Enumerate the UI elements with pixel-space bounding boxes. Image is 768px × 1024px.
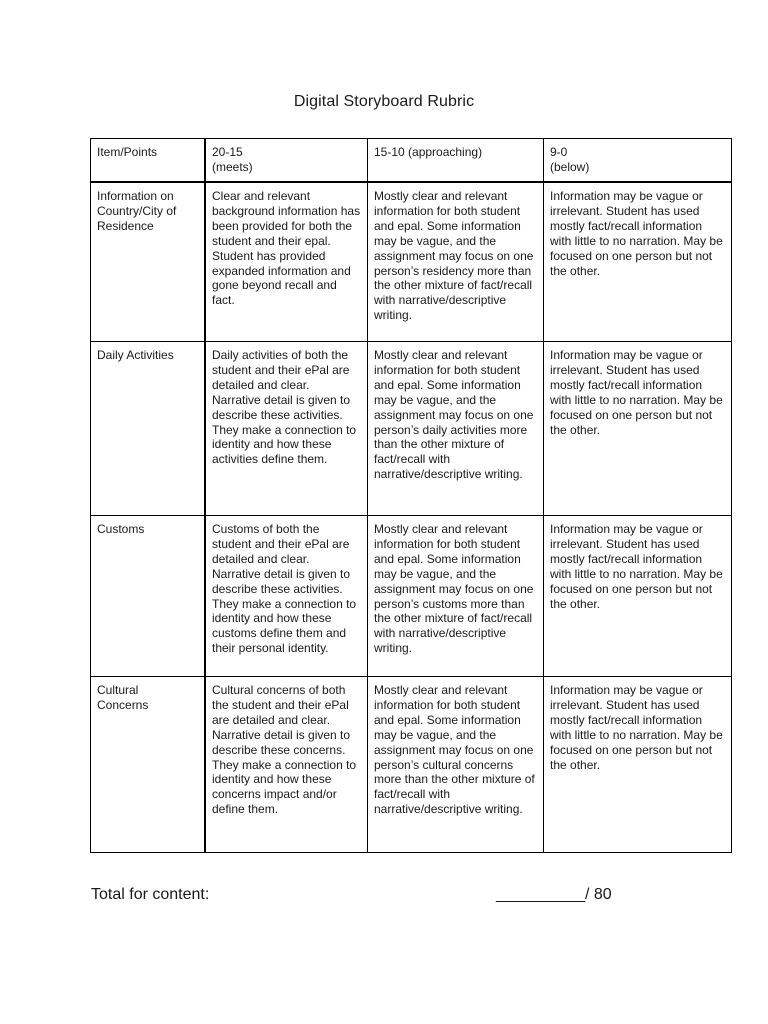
below-cell: Information may be vague or irrelevant. Student has used mostly fact/recall information with little to no narration. May be focused on one person but not the other. <box>544 342 732 516</box>
approaching-cell: Mostly clear and relevant information for both student and epal. Some information may be vague, and the assignment may focus on one person’s daily activities more than the other mixture of fact/recall with narrative/descriptive writing. <box>368 342 544 516</box>
approaching-cell: Mostly clear and relevant information for both student and epal. Some information may be vague, and the assignment may focus on one person’s residency more than the other mixture of fact/recall with narrative/descriptive writing. <box>368 182 544 342</box>
total-label: Total for content: <box>91 886 210 903</box>
header-item-points: Item/Points <box>91 139 206 183</box>
document-title: Digital Storyboard Rubric <box>293 93 475 110</box>
meets-cell: Cultural concerns of both the student and their ePal are detailed and clear. Narrative detail is given to describe these concerns. They make a connection to identity and how these concerns impact and/or define them. <box>205 677 368 853</box>
approaching-cell: Mostly clear and relevant information for both student and epal. Some information may be vague, and the assignment may focus on one person’s cultural concerns more than the other mixture of fact/recall with narrative/descriptive writing. <box>368 677 544 853</box>
approaching-cell: Mostly clear and relevant information for both student and epal. Some information may be vague, and the assignment may focus on one person’s customs more than the other mixture of fact/recall with narrative/descriptive writing. <box>368 516 544 677</box>
table-header-row <box>91 139 732 183</box>
meets-cell: Daily activities of both the student and their ePal are detailed and clear. Narrative detail is given to describe these activities. They make a connection to identity and how these activities define them. <box>205 342 368 516</box>
rubric-table <box>90 138 732 853</box>
row-item-label: Cultural Concerns <box>91 677 206 853</box>
table-row <box>91 516 732 677</box>
below-cell: Information may be vague or irrelevant. Student has used mostly fact/recall information with little to no narration. May be focused on one person but not the other. <box>544 677 732 853</box>
header-below: 9-0 (below) <box>544 139 732 183</box>
row-item-label: Information on Country/City of Residence <box>91 182 206 342</box>
row-item-label: Daily Activities <box>91 342 206 516</box>
header-meets: 20-15 (meets) <box>205 139 368 183</box>
header-approaching: 15-10 (approaching) <box>368 139 544 183</box>
table-row <box>91 182 732 342</box>
row-item-label: Customs <box>91 516 206 677</box>
below-cell: Information may be vague or irrelevant. Student has used mostly fact/recall information with little to no narration. May be focused on one person but not the other. <box>544 182 732 342</box>
meets-cell: Clear and relevant background information has been provided for both the student and their epal. Student has provided expanded information and gone beyond recall and fact. <box>205 182 368 342</box>
meets-cell: Customs of both the student and their ePal are detailed and clear. Narrative detail is given to describe these activities. They make a connection to identity and how these customs define them and their personal identity. <box>205 516 368 677</box>
below-cell: Information may be vague or irrelevant. Student has used mostly fact/recall information with little to no narration. May be focused on one person but not the other. <box>544 516 732 677</box>
table-row <box>91 677 732 853</box>
total-score-blank: __________/ 80 <box>496 886 612 903</box>
table-row <box>91 342 732 516</box>
